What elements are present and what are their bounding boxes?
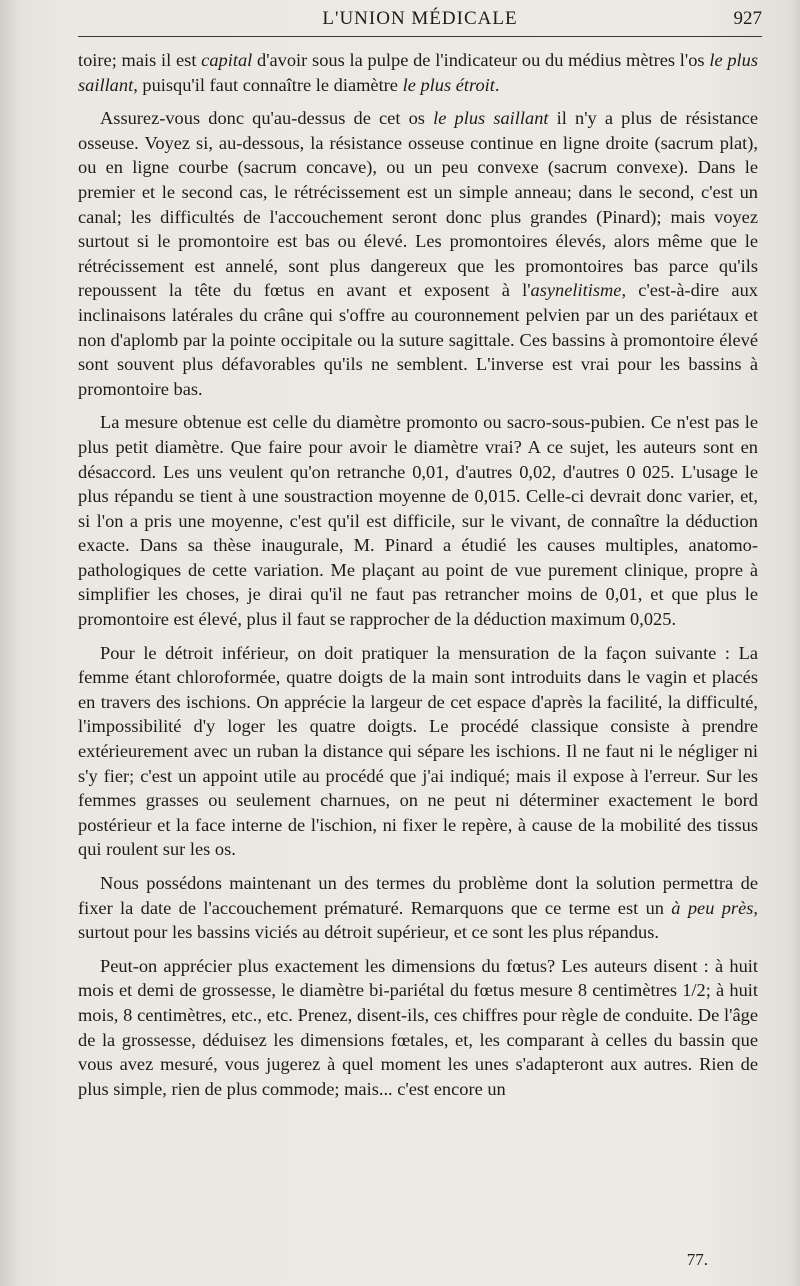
text-run: , puisqu'il faut connaître le diamètre bbox=[133, 74, 403, 95]
paragraph bbox=[78, 106, 758, 401]
header-rule bbox=[78, 36, 762, 37]
journal-title: L'UNION MÉDICALE bbox=[322, 8, 518, 29]
italic-text: le plus étroit bbox=[402, 74, 495, 95]
paragraph bbox=[78, 410, 758, 631]
italic-text: le plus saillant bbox=[78, 50, 759, 95]
text-run: . bbox=[494, 74, 500, 95]
running-header bbox=[78, 6, 762, 34]
page-number: 927 bbox=[733, 8, 762, 29]
text-run: toire; mais il est bbox=[78, 50, 202, 70]
body-text bbox=[78, 48, 758, 1110]
text-run: surtout pour les bassins viciés au détroit supérieur, et ce sont les plus répandus. bbox=[78, 922, 660, 943]
text-run: Peut-on apprécier plus exactement les dimensions du fœtus? Les auteurs disent : à huit mois et demi de grossesse, le diamètre bi-pariétal du fœtus mesure 8 centimètres 1/2; à huit mois, 8 centimètres, etc., etc. Prenez, disent-ils, ces chiffres pour règle de conduite. De l'âge de la grossesse, déduisez les dimensions fœtales, et, les comparant à celles du bassin que vous avez mesuré, vous jugerez à quel moment les unes s'adapteront aux autres. Rien de plus simple, rien de plus commode; mais... c'est encore un bbox=[78, 955, 758, 1099]
italic-text: asynelitisme, bbox=[530, 280, 627, 301]
text-run: c'est-à-dire aux inclinaisons latérales du crâne qui s'offre au couronnement pelvien par un des pariétaux et non d'aplomb par la pointe occipitale ou la suture sagittale. Ces bassins à promontoire élevé sont souvent plus défavorables qu'ils ne semblent. L'inverse est vrai pour les bassins à promontoire bas. bbox=[78, 280, 758, 399]
italic-text: à peu près, bbox=[671, 897, 758, 918]
text-run: Pour le détroit inférieur, on doit pratiquer la mensuration de la façon suivante : La femme étant chloroformée, quatre doigts de la main sont introduits dans le vagin et placés en travers des ischions. On apprécie la largeur de cet espace d'après la facilité, la difficulté, l'impossibilité d'y loger les quatre doigts. Le procédé classique consiste à prendre extérieurement avec un ruban la distance qui sépare les ischions. Il ne faut ni le négliger ni s'y fier; c'est un appoint utile au procédé que j'ai indiqué; mais il expose à l'erreur. Sur les femmes grasses ou seulement charnues, on ne peut ni déterminer exactement le bord postérieur et la face interne de l'ischion, ni fixer le repère, à cause de la mobilité des tissus qui roulent sur les os. bbox=[78, 642, 758, 860]
text-run: Assurez-vous donc qu'au-dessus de cet os bbox=[100, 108, 434, 129]
signature-mark: 77. bbox=[686, 1250, 708, 1269]
text-run: Nous possédons maintenant un des termes du problème dont la solution permettra de fixer la date de l'accouchement prématuré. Remarquons que ce terme est un bbox=[78, 873, 758, 918]
italic-text: capital bbox=[201, 50, 253, 70]
italic-text: le plus saillant bbox=[433, 108, 549, 129]
paragraph bbox=[78, 641, 758, 862]
paragraph bbox=[78, 954, 758, 1102]
text-run: d'avoir sous la pulpe de l'indicateur ou du médius mètres l'os bbox=[252, 50, 710, 70]
paragraph bbox=[78, 48, 758, 97]
paragraph bbox=[78, 871, 758, 945]
text-run: il n'y a plus de résistance osseuse. Voyez si, au-dessous, la résistance osseuse continue en ligne droite (sacrum plat), ou en ligne courbe (sacrum concave), ou un peu convexe (sacrum convexe). Dans le premier et le second cas, le rétrécissement est un simple anneau; dans le second, c'est un canal; les difficultés de l'accouchement seront donc plus grandes (Pinard); mais voyez surtout si le promontoire est bas ou élevé. Les promontoires élevés, alors même que le rétrécissement est annelé, sont plus dangereux que les promontoires bas parce qu'ils repoussent la tête du fœtus en avant et exposent à l' bbox=[78, 108, 758, 301]
text-run: La mesure obtenue est celle du diamètre promonto ou sacro-sous-pubien. Ce n'est pas le plus petit diamètre. Que faire pour avoir le diamètre vrai? A ce sujet, les auteurs sont en désaccord. Les uns veulent qu'on retranche 0,01, d'autres 0,02, d'autres 0 025. L'usage le plus répandu se tient à une soustraction moyenne de 0,015. Celle-ci devrait donc varier, et, si l'on a pris une moyenne, c'est qu'il est difficile, sur le vivant, de connaître la déduction exacte. Dans sa thèse inaugurale, M. Pinard a étudié les causes multiples, anatomo-pathologiques de cette variation. Me plaçant au point de vue purement clinique, propre à simplifier les choses, je dirai qu'il ne faut pas retrancher moins de 0,01, et que plus le promontoire est élevé, plus il faut se rapprocher de la déduction maximum 0,025. bbox=[78, 412, 758, 630]
